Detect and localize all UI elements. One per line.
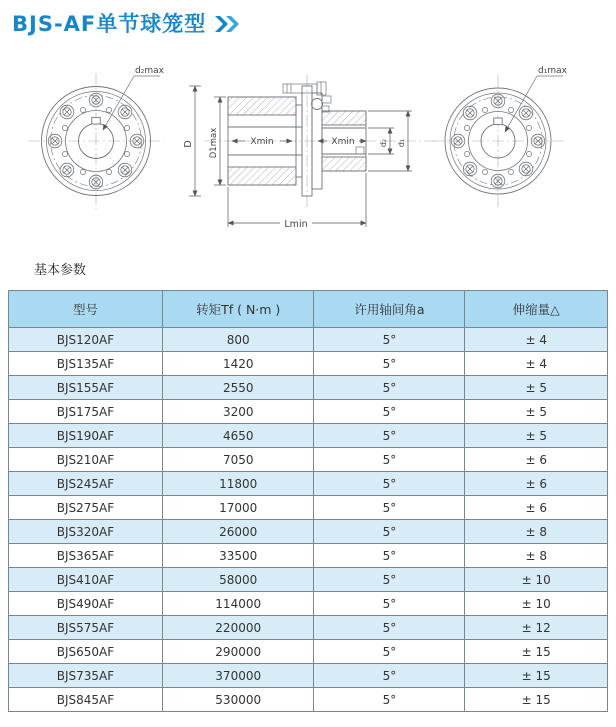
coupling-technical-drawing [0,52,616,247]
dim-label-d1max: d₁max [538,66,567,76]
table-header-row [9,291,608,328]
table-cell: 5° [314,688,465,712]
table-cell: 5° [314,520,465,544]
table-cell: BJS650AF [9,640,163,664]
table-cell: BJS210AF [9,448,163,472]
table-cell: 5° [314,616,465,640]
table-caption: 基本参数 [34,263,87,278]
table-row [9,328,608,352]
right-flange-view [432,75,564,207]
table-cell: 5° [314,472,465,496]
table-row [9,616,608,640]
table-cell: ± 6 [465,448,608,472]
table-cell: 7050 [162,448,314,472]
table-cell: 5° [314,592,465,616]
table-cell: 530000 [162,688,314,712]
section-header [12,8,242,38]
table-cell: 5° [314,376,465,400]
table-cell: BJS175AF [9,400,163,424]
header-shaft-angle: 许用轴间角a [314,291,465,328]
dim-label-Xmin-right: Xmin [331,137,355,147]
table-cell: ± 10 [465,568,608,592]
table-cell: 3200 [162,400,314,424]
dim-label-d1: d₁ [397,138,406,148]
table-cell: ± 8 [465,520,608,544]
params-table [8,290,608,712]
table-cell: 5° [314,400,465,424]
table-cell: 800 [162,328,314,352]
table-cell: BJS410AF [9,568,163,592]
dim-label-d2max: d₂max [135,66,164,76]
dim-label-D1max: D1max [209,127,219,159]
table-cell: 114000 [162,592,314,616]
table-cell: ± 5 [465,376,608,400]
table-row [9,352,608,376]
table-row [9,376,608,400]
table-cell: BJS155AF [9,376,163,400]
table-cell: BJS245AF [9,472,163,496]
table-cell: 26000 [162,520,314,544]
params-table-body [9,328,608,712]
header-expansion: 伸缩量△ [465,291,608,328]
double-chevron-icon [214,15,242,33]
table-cell: 1420 [162,352,314,376]
table-cell: BJS365AF [9,544,163,568]
table-cell: BJS735AF [9,664,163,688]
table-row [9,640,608,664]
header-model: 型号 [9,291,163,328]
dim-label-d2: d₂ [379,138,388,148]
table-cell: BJS575AF [9,616,163,640]
table-cell: 5° [314,352,465,376]
table-cell: ± 5 [465,424,608,448]
left-flange-view [28,73,164,209]
table-cell: 220000 [162,616,314,640]
table-cell: 4650 [162,424,314,448]
table-cell: 2550 [162,376,314,400]
table-row [9,400,608,424]
table-cell: 11800 [162,472,314,496]
table-cell: BJS120AF [9,328,163,352]
table-cell: ± 6 [465,496,608,520]
dim-label-Xmin-left: Xmin [250,137,274,147]
table-cell: ± 4 [465,328,608,352]
table-cell: ± 15 [465,688,608,712]
table-cell: 5° [314,544,465,568]
table-cell: ± 10 [465,592,608,616]
dim-label-Lmin: Lmin [284,219,308,230]
table-cell: BJS275AF [9,496,163,520]
table-cell: 17000 [162,496,314,520]
table-cell: 5° [314,664,465,688]
table-cell: 58000 [162,568,314,592]
table-cell: ± 15 [465,664,608,688]
table-cell: ± 6 [465,472,608,496]
table-cell: BJS320AF [9,520,163,544]
table-row [9,544,608,568]
table-cell: BJS490AF [9,592,163,616]
table-cell: 5° [314,448,465,472]
table-cell: 5° [314,328,465,352]
table-row [9,592,608,616]
table-cell: BJS190AF [9,424,163,448]
table-row [9,688,608,712]
table-cell: BJS845AF [9,688,163,712]
table-cell: 5° [314,496,465,520]
table-cell: ± 12 [465,616,608,640]
table-cell: 370000 [162,664,314,688]
table-cell: 5° [314,640,465,664]
dim-label-D: D [183,140,194,148]
table-cell: ± 8 [465,544,608,568]
table-cell: ± 15 [465,640,608,664]
table-cell: 5° [314,424,465,448]
table-row [9,424,608,448]
table-cell: 290000 [162,640,314,664]
table-cell: ± 5 [465,400,608,424]
table-row [9,496,608,520]
table-row [9,664,608,688]
table-row [9,568,608,592]
table-row [9,472,608,496]
table-cell: ± 4 [465,352,608,376]
table-cell: BJS135AF [9,352,163,376]
header-torque: 转矩Tf ( N·m ) [162,291,314,328]
table-cell: 33500 [162,544,314,568]
table-row [9,520,608,544]
table-cell: 5° [314,568,465,592]
table-row [9,448,608,472]
page-title: BJS-AF单节球笼型 [12,12,207,36]
